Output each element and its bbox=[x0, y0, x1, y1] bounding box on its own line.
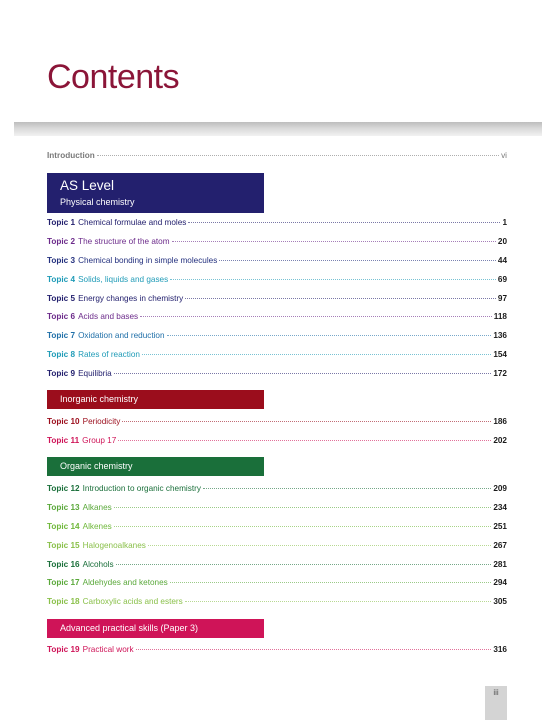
topic-page-number: 69 bbox=[497, 275, 507, 284]
dot-leader bbox=[116, 564, 492, 565]
topic-page-number: 294 bbox=[493, 578, 507, 587]
toc-topic-line[interactable] bbox=[47, 349, 507, 361]
topic-page-number: 316 bbox=[493, 645, 507, 654]
toc-topic-line[interactable] bbox=[47, 416, 507, 428]
section-band-organic bbox=[47, 457, 264, 476]
page-number: iii bbox=[493, 688, 499, 697]
topic-page-number: 202 bbox=[493, 436, 507, 445]
topic-page-number: 209 bbox=[493, 484, 507, 493]
topic-title: Energy changes in chemistry bbox=[78, 294, 184, 303]
section-title: AS Level bbox=[60, 178, 115, 193]
topic-number: Topic 8 bbox=[47, 350, 76, 359]
topic-number: Topic 18 bbox=[47, 597, 80, 606]
topic-page-number: 305 bbox=[493, 597, 507, 606]
topic-number: Topic 7 bbox=[47, 331, 76, 340]
page-title: Contents bbox=[47, 58, 180, 96]
title-divider bbox=[14, 122, 542, 136]
topic-title: Alkenes bbox=[82, 522, 112, 531]
dot-leader bbox=[185, 298, 496, 299]
topic-title: Introduction to organic chemistry bbox=[82, 484, 201, 493]
topic-number: Topic 12 bbox=[47, 484, 80, 493]
topic-number: Topic 10 bbox=[47, 417, 80, 426]
topic-number: Topic 19 bbox=[47, 645, 80, 654]
topic-number: Topic 16 bbox=[47, 560, 80, 569]
topic-number: Topic 6 bbox=[47, 312, 76, 321]
topic-number: Topic 4 bbox=[47, 275, 76, 284]
topic-number: Topic 2 bbox=[47, 237, 76, 246]
toc-intro-line[interactable] bbox=[47, 150, 507, 162]
toc-topic-line[interactable] bbox=[47, 644, 507, 656]
topic-page-number: 267 bbox=[493, 541, 507, 550]
topic-number: Topic 17 bbox=[47, 578, 80, 587]
topic-title: Alkanes bbox=[82, 503, 112, 512]
topic-title: Periodicity bbox=[82, 417, 121, 426]
section-subtitle: Physical chemistry bbox=[60, 197, 135, 207]
topic-title: Halogenoalkanes bbox=[82, 541, 146, 550]
dot-leader bbox=[142, 354, 491, 355]
topic-page-number: 251 bbox=[493, 522, 507, 531]
topic-number: Topic 3 bbox=[47, 256, 76, 265]
toc-topic-line[interactable] bbox=[47, 540, 507, 552]
topic-page-number: 1 bbox=[502, 218, 507, 227]
toc-topic-line[interactable] bbox=[47, 368, 507, 380]
toc-topic-line[interactable] bbox=[47, 311, 507, 323]
topic-page-number: 118 bbox=[493, 312, 507, 321]
section-band-as-level bbox=[47, 173, 264, 213]
toc-topic-line[interactable] bbox=[47, 559, 507, 571]
toc-topic-line[interactable] bbox=[47, 330, 507, 342]
dot-leader bbox=[203, 488, 491, 489]
topic-title: The structure of the atom bbox=[78, 237, 170, 246]
dot-leader bbox=[219, 260, 496, 261]
dot-leader bbox=[114, 373, 492, 374]
toc-topic-line[interactable] bbox=[47, 274, 507, 286]
toc-topic-line[interactable] bbox=[47, 236, 507, 248]
dot-leader bbox=[114, 507, 492, 508]
section-title: Organic chemistry bbox=[60, 461, 133, 471]
topic-number: Topic 9 bbox=[47, 369, 76, 378]
topic-number: Topic 14 bbox=[47, 522, 80, 531]
toc-topic-line[interactable] bbox=[47, 255, 507, 267]
dot-leader bbox=[97, 155, 499, 156]
topic-title: Acids and bases bbox=[78, 312, 139, 321]
topic-title: Chemical bonding in simple molecules bbox=[78, 256, 218, 265]
page-number-tab bbox=[485, 686, 507, 720]
toc-topic-line[interactable] bbox=[47, 596, 507, 608]
toc-topic-line[interactable] bbox=[47, 293, 507, 305]
topic-page-number: 154 bbox=[493, 350, 507, 359]
topic-title: Chemical formulae and moles bbox=[78, 218, 187, 227]
topic-title: Solids, liquids and gases bbox=[78, 275, 169, 284]
topic-page-number: 186 bbox=[493, 417, 507, 426]
topic-page-number: 20 bbox=[497, 237, 507, 246]
topic-page-number: 172 bbox=[493, 369, 507, 378]
topic-page-number: 136 bbox=[493, 331, 507, 340]
topic-page-number: 44 bbox=[497, 256, 507, 265]
dot-leader bbox=[185, 601, 492, 602]
topic-title: Aldehydes and ketones bbox=[82, 578, 168, 587]
dot-leader bbox=[122, 421, 491, 422]
dot-leader bbox=[188, 222, 500, 223]
toc-topic-line[interactable] bbox=[47, 217, 507, 229]
dot-leader bbox=[114, 526, 492, 527]
topic-title: Practical work bbox=[82, 645, 134, 654]
section-title: Advanced practical skills (Paper 3) bbox=[60, 623, 199, 633]
topic-number: Topic 5 bbox=[47, 294, 76, 303]
topic-page-number: 234 bbox=[493, 503, 507, 512]
dot-leader bbox=[170, 582, 492, 583]
intro-label: Introduction bbox=[47, 151, 95, 160]
dot-leader bbox=[136, 649, 492, 650]
topic-title: Group 17 bbox=[82, 436, 117, 445]
topic-number: Topic 11 bbox=[47, 436, 80, 445]
intro-page: vi bbox=[501, 151, 507, 160]
topic-number: Topic 15 bbox=[47, 541, 80, 550]
dot-leader bbox=[140, 316, 492, 317]
topic-title: Carboxylic acids and esters bbox=[82, 597, 183, 606]
toc-topic-line[interactable] bbox=[47, 435, 507, 447]
topic-title: Oxidation and reduction bbox=[78, 331, 165, 340]
section-band-inorganic bbox=[47, 390, 264, 409]
section-title: Inorganic chemistry bbox=[60, 394, 139, 404]
topic-title: Rates of reaction bbox=[78, 350, 140, 359]
section-band-practical bbox=[47, 619, 264, 638]
dot-leader bbox=[118, 440, 491, 441]
topic-title: Alcohols bbox=[82, 560, 114, 569]
dot-leader bbox=[167, 335, 492, 336]
toc-topic-line[interactable] bbox=[47, 483, 507, 495]
toc-topic-line[interactable] bbox=[47, 521, 507, 533]
topic-page-number: 281 bbox=[493, 560, 507, 569]
dot-leader bbox=[148, 545, 491, 546]
dot-leader bbox=[172, 241, 496, 242]
toc-topic-line[interactable] bbox=[47, 577, 507, 589]
topic-number: Topic 1 bbox=[47, 218, 76, 227]
toc-topic-line[interactable] bbox=[47, 502, 507, 514]
topic-page-number: 97 bbox=[497, 294, 507, 303]
dot-leader bbox=[170, 279, 496, 280]
topic-number: Topic 13 bbox=[47, 503, 80, 512]
topic-title: Equilibria bbox=[78, 369, 112, 378]
